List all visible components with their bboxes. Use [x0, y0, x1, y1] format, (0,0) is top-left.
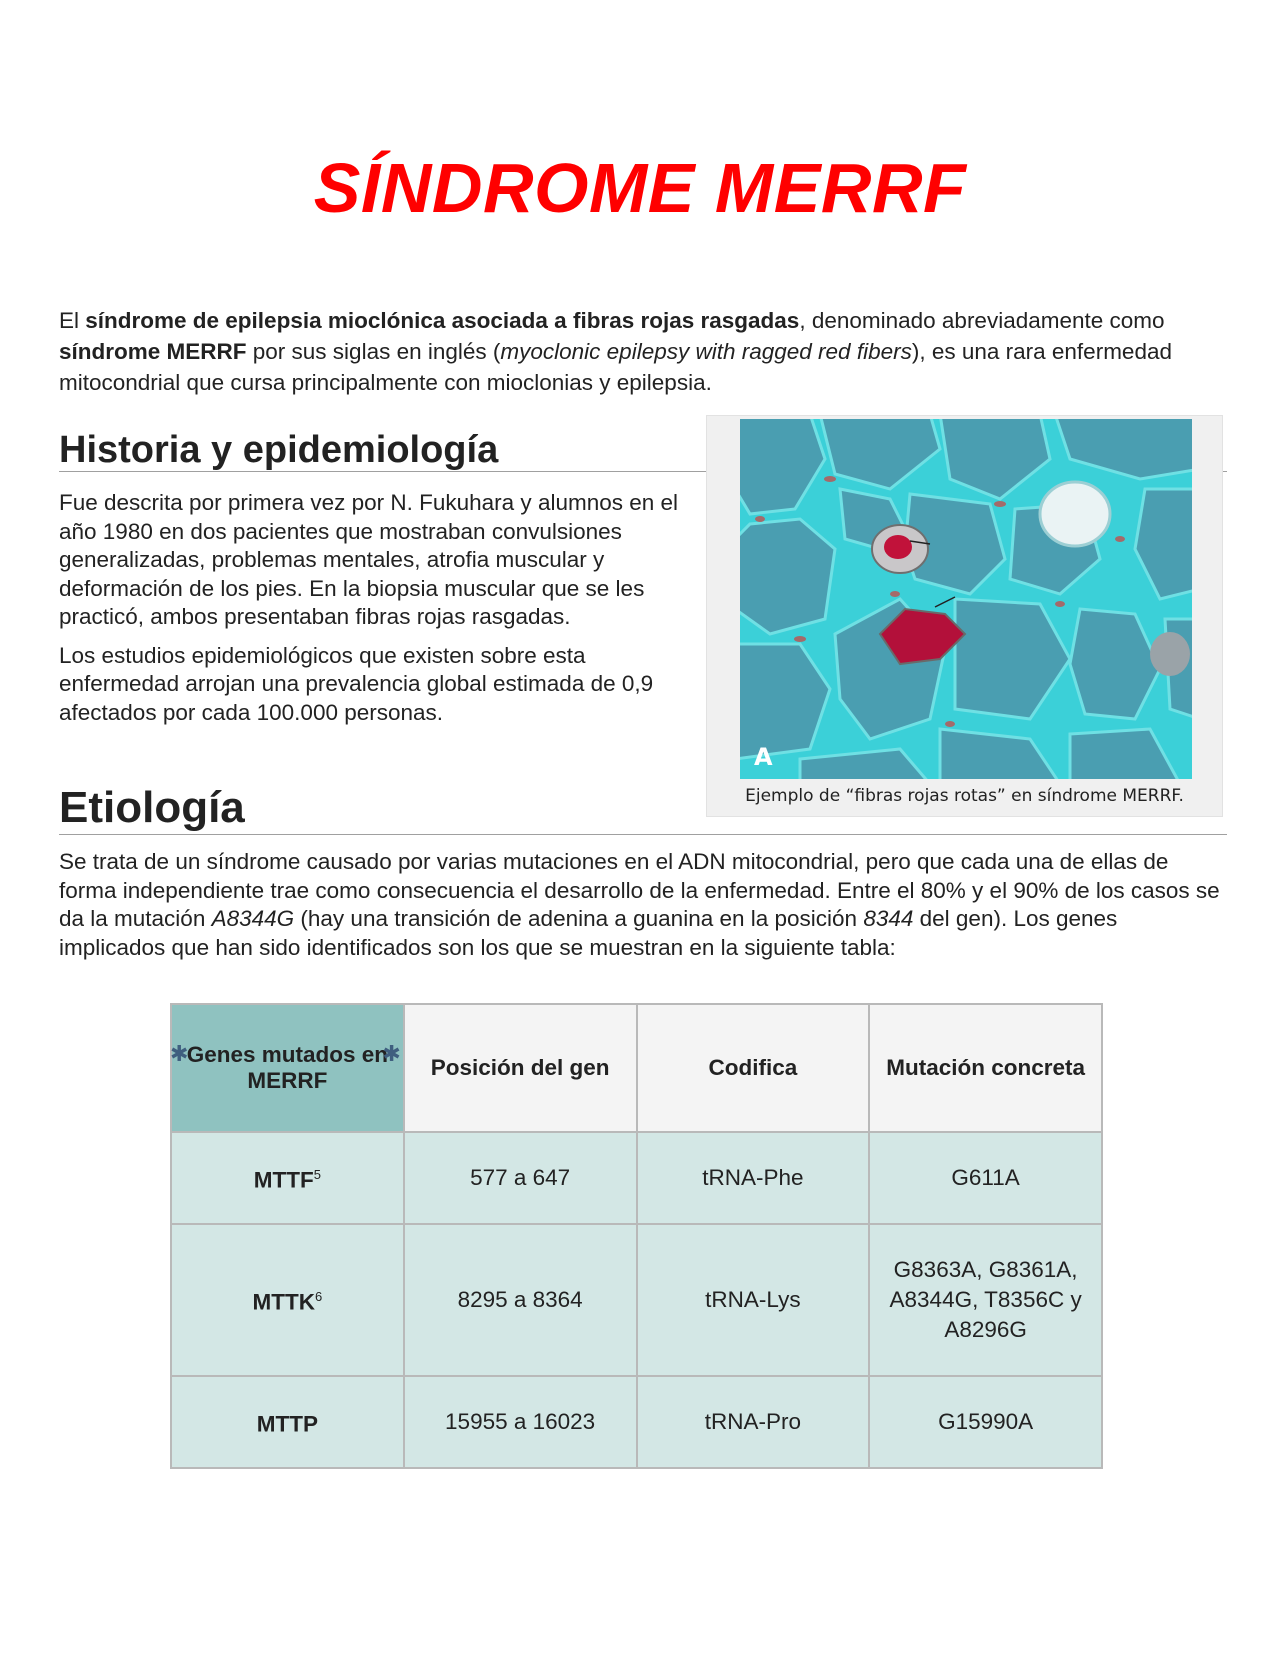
figure-box [706, 415, 1223, 817]
intro-paragraph [59, 305, 1229, 398]
intro-text-2: , denominado abreviadamente como [799, 308, 1165, 333]
historia-paragraph-2: Los estudios epidemiológicos que existen sobre esta enfermedad arrojan una prevalencia global estimada de 0,9 afectados por cada 100.000 personas. [59, 642, 654, 725]
etio-text-3: del gen). Los genes implicados que han sido identificados son los que se muestran en la siguiente tabla: [59, 906, 1118, 960]
etio-text-2: (hay una transición de adenina a guanina en la posición [294, 906, 864, 931]
reference-superscript: 6 [315, 1289, 323, 1305]
header-mutation: Mutación concreta [869, 1004, 1102, 1132]
etio-text-1: Se trata de un síndrome causado por varias mutaciones en el ADN mitocondrial, pero que cada una de ellas de forma independiente trae como consecuencia el desarrollo de la enfermedad. Entre el 80% y el 90% de los casos se da la mutación [59, 849, 1220, 931]
cell-codes: tRNA-Phe [637, 1132, 870, 1224]
cell-mutation: G611A [869, 1132, 1102, 1224]
heading-rule [59, 834, 1227, 835]
cell-codes: tRNA-Lys [637, 1224, 870, 1376]
table-row [171, 1132, 1102, 1224]
table-row [171, 1224, 1102, 1376]
intro-text-1: El [59, 308, 86, 333]
etio-italic-1: A8344G [211, 906, 295, 931]
cell-mutation: G8363A, G8361A, A8344G, T8356C y A8296G [869, 1224, 1102, 1376]
historia-paragraph-1: Fue descrita por primera vez por N. Fukuhara y alumnos en el año 1980 en dos pacientes que mostraban convulsiones generalizadas, problemas mentales, atrofia muscular y deformación de los pies. En la biopsia muscular que se les practicó, ambos presentaban fibras rojas rasgadas. [59, 490, 679, 629]
gene-name: MTTK [252, 1289, 315, 1315]
cell-position: 577 a 647 [404, 1132, 637, 1224]
intro-italic: myoclonic epilepsy with ragged red fibers [500, 339, 912, 364]
cell-mutation: G15990A [869, 1376, 1102, 1468]
etiologia-paragraph [59, 848, 1227, 962]
header-position: Posición del gen [404, 1004, 637, 1132]
page-title: SÍNDROME MERRF [313, 149, 967, 227]
cell-position: 8295 a 8364 [404, 1224, 637, 1376]
figure-caption: Ejemplo de “fibras rojas rotas” en síndrome MERRF. [745, 786, 1184, 806]
heading-etiologia: Etiología [59, 783, 245, 832]
intro-bold-2: síndrome MERRF [59, 339, 247, 364]
table-row [171, 1376, 1102, 1468]
intro-text-4: ), es una rara enfermedad mitocondrial que cursa principalmente con mioclonias y epilepsia. [59, 339, 1172, 395]
sort-icon: ✱ [170, 1041, 189, 1066]
header-codes: Codifica [637, 1004, 870, 1132]
gene-name: MTTF [253, 1167, 314, 1193]
intro-text-3: por sus siglas en inglés ( [246, 339, 501, 364]
cell-position: 15955 a 16023 [404, 1376, 637, 1468]
genes-table [170, 1003, 1103, 1469]
panel-letter: A [754, 743, 773, 771]
intro-bold-1: síndrome de epilepsia mioclónica asociada a fibras rojas rasgadas [85, 308, 800, 333]
header-label: Genes mutados en MERRF [186, 1042, 389, 1093]
muscle-biopsy-image [740, 419, 1192, 779]
cell-codes: tRNA-Pro [637, 1376, 870, 1468]
cell-gene [171, 1376, 404, 1468]
gene-name: MTTP [256, 1411, 318, 1437]
header-genes [171, 1004, 404, 1132]
sort-icon: ✱ [382, 1041, 401, 1066]
table-header-row [171, 1004, 1102, 1132]
heading-historia: Historia y epidemiología [59, 429, 499, 471]
cell-gene [171, 1224, 404, 1376]
reference-superscript: 5 [313, 1167, 321, 1183]
etio-italic-2: 8344 [863, 906, 914, 931]
historia-section [59, 489, 699, 737]
cell-gene [171, 1132, 404, 1224]
